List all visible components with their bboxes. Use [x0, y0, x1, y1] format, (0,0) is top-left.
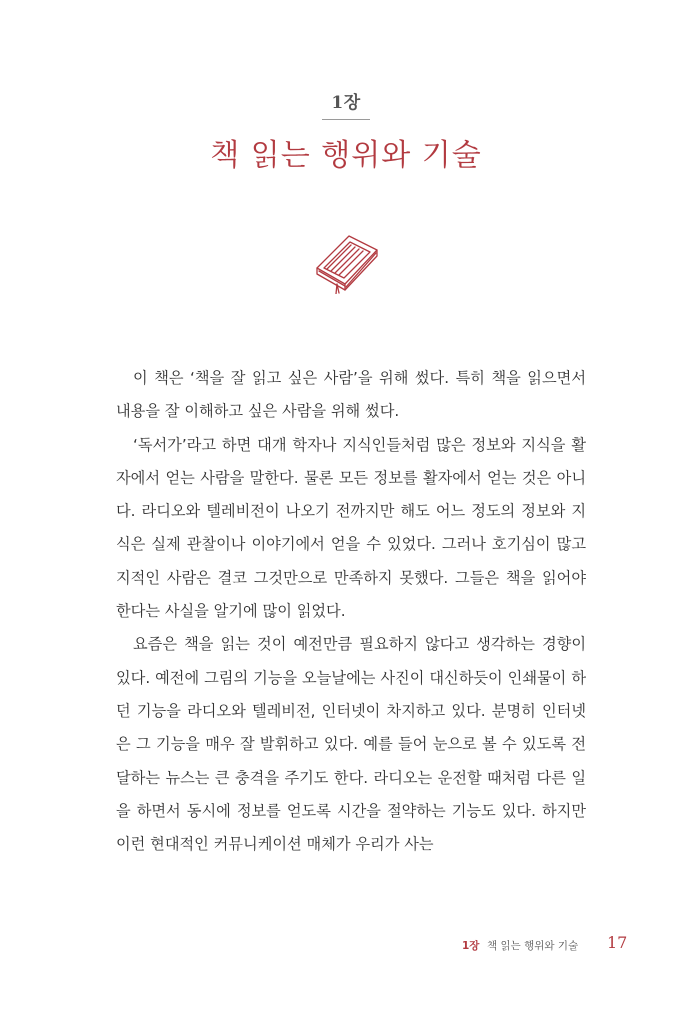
page-number: 17 — [607, 933, 628, 952]
chapter-label: 1장 — [331, 93, 361, 113]
running-footer-title: 책 읽는 행위와 기술 — [487, 940, 579, 952]
running-footer-chapter: 1장 — [462, 940, 480, 952]
chapter-title: 책 읽는 행위와 기술 — [210, 138, 482, 173]
paragraph-3: 요즘은 책을 읽는 것이 예전만큼 필요하지 않다고 생각하는 경향이 있다. 예전에 그림의 기능을 오늘날에는 사진이 대신하듯이 인쇄물이 하던 기능을 라디오와 텔레비전, 인터넷이 차지하고 있다. 분명히 인터넷은 그 기능을 매우 잘 발휘하고 있다. 예를 들어 눈으로 볼 수 있도록 전달하는 뉴스는 큰 충격을 주기도 한다. 라디오는 운전할 때처럼 다른 일을 하면서 동시에 정보를 얻도록 시간을 절약하는 기능도 있다. 하지만 이런 현대적인 커뮤니케이션 매체가 우리가 사는 — [116, 635, 586, 854]
book-icon — [311, 232, 383, 294]
chapter-divider — [322, 119, 370, 120]
paragraph-2: ‘독서가’라고 하면 대개 학자나 지식인들처럼 많은 정보와 지식을 활자에서 얻는 사람을 말한다. 물론 모든 정보를 활자에서 얻는 것은 아니다. 라디오와 텔레비전이 나오기 전까지만 해도 어느 정도의 정보와 지식은 실제 관찰이나 이야기에서 얻을 수 있었다. 그러나 호기심이 많고 지적인 사람은 결코 그것만으로 만족하지 못했다. 그들은 책을 읽어야 한다는 사실을 알기에 많이 읽었다. — [116, 435, 586, 621]
body-text — [116, 362, 586, 861]
paragraph-1: 이 책은 ‘책을 잘 읽고 싶은 사람’을 위해 썼다. 특히 책을 읽으면서 내용을 잘 이해하고 싶은 사람을 위해 썼다. — [116, 369, 586, 421]
